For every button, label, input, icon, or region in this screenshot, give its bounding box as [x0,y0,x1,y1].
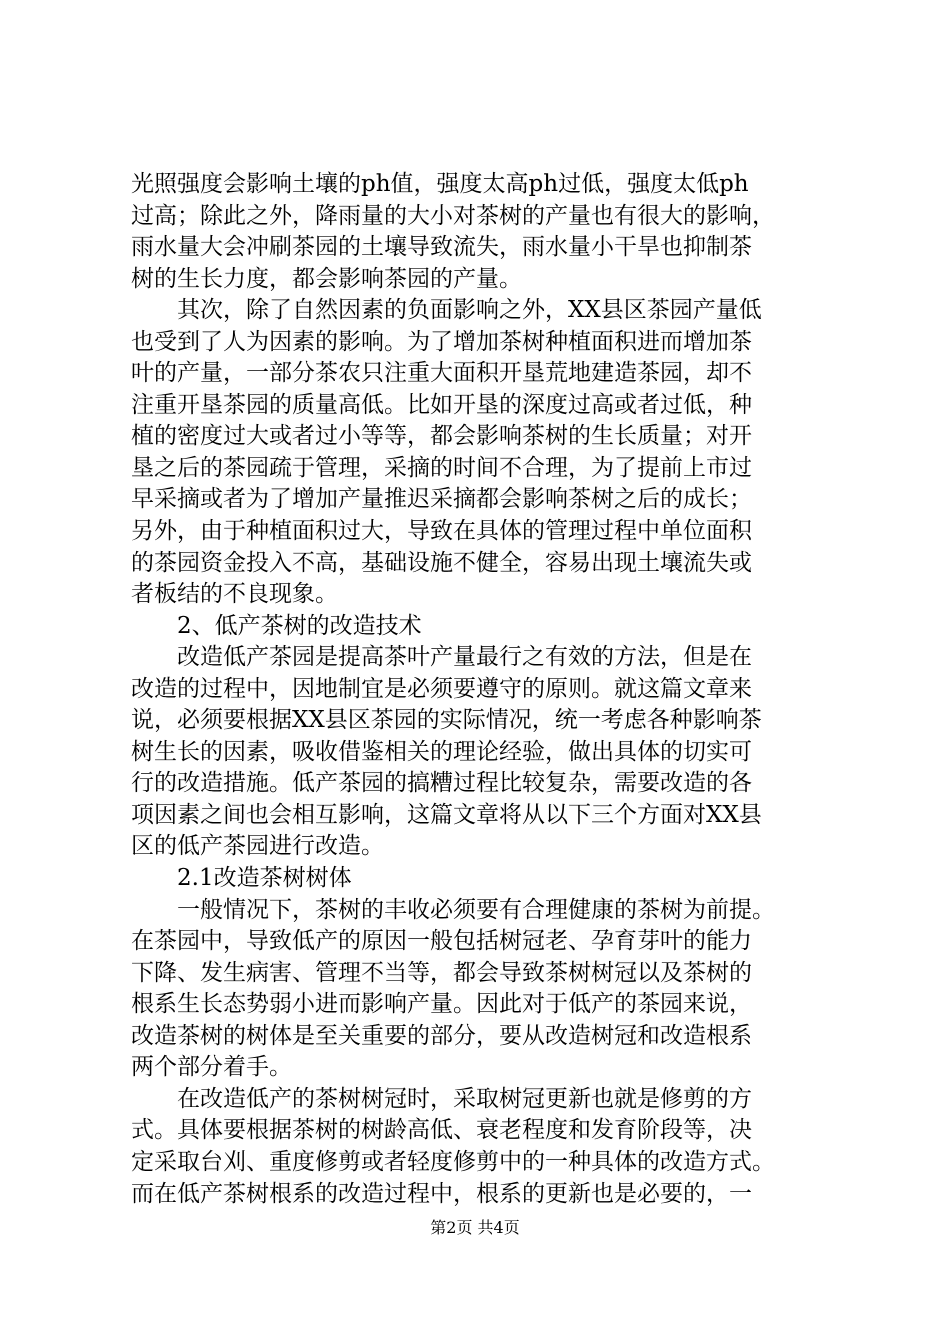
text-line: 其次，除了自然因素的负面影响之外，XX县区茶园产量低 [131,297,762,324]
text-line: 说，必须要根据XX县区茶园的实际情况，统一考虑各种影响茶 [131,707,762,734]
text-line: 两个部分着手。 [131,1054,292,1081]
text-line: 过高；除此之外，降雨量的大小对茶树的产量也有很大的影响， [131,202,775,229]
text-line: 2.1改造茶树树体 [131,865,352,892]
text-line: 2、低产茶树的改造技术 [131,612,422,639]
text-line: 早采摘或者为了增加产量推迟采摘都会影响茶树之后的成长； [131,486,752,513]
text-line: 另外，由于种植面积过大，导致在具体的管理过程中单位面积 [131,518,752,545]
page-footer: 第2页 共4页 [430,1218,520,1237]
text-line: 根系生长态势弱小进而影响产量。因此对于低产的茶园来说， [131,991,752,1018]
text-line: 者板结的不良现象。 [131,581,338,608]
text-line: 区的低产茶园进行改造。 [131,833,384,860]
text-line: 也受到了人为因素的影响。为了增加茶树种植面积进而增加茶 [131,328,752,355]
text-line: 雨水量大会冲刷茶园的土壤导致流失，雨水量小干旱也抑制茶 [131,234,752,261]
text-line: 注重开垦茶园的质量高低。比如开垦的深度过高或者过低，种 [131,391,752,418]
text-line: 式。具体要根据茶树的树龄高低、衰老程度和发育阶段等，决 [131,1117,752,1144]
text-line: 项因素之间也会相互影响，这篇文章将从以下三个方面对XX县 [131,801,762,828]
text-line: 在改造低产的茶树树冠时，采取树冠更新也就是修剪的方 [131,1085,752,1112]
text-line: 定采取台刈、重度修剪或者轻度修剪中的一种具体的改造方式。 [131,1148,775,1175]
text-line: 树生长的因素，吸收借鉴相关的理论经验，做出具体的切实可 [131,738,752,765]
text-line: 行的改造措施。低产茶园的搞糟过程比较复杂，需要改造的各 [131,770,752,797]
text-line: 下降、发生病害、管理不当等，都会导致茶树树冠以及茶树的 [131,959,752,986]
text-line: 而在低产茶树根系的改造过程中，根系的更新也是必要的，一 [131,1180,752,1207]
text-line: 改造茶树的树体是至关重要的部分，要从改造树冠和改造根系 [131,1022,752,1049]
text-line: 叶的产量，一部分茶农只注重大面积开垦荒地建造茶园，却不 [131,360,752,387]
text-line: 光照强度会影响土壤的ph值，强度太高ph过低，强度太低ph [131,171,749,197]
text-line: 改造低产茶园是提高茶叶产量最行之有效的方法，但是在 [131,644,752,671]
text-line: 树的生长力度，都会影响茶园的产量。 [131,265,522,292]
text-line: 植的密度过大或者过小等等，都会影响茶树的生长质量；对开 [131,423,752,450]
text-line: 垦之后的茶园疏于管理，采摘的时间不合理，为了提前上市过 [131,454,752,481]
document-body [131,169,831,1210]
text-line: 的茶园资金投入不高，基础设施不健全，容易出现土壤流失或 [131,549,752,576]
text-line: 在茶园中，导致低产的原因一般包括树冠老、孕育芽叶的能力 [131,928,752,955]
text-line: 一般情况下，茶树的丰收必须要有合理健康的茶树为前提。 [131,896,775,923]
text-line: 改造的过程中，因地制宜是必须要遵守的原则。就这篇文章来 [131,675,752,702]
